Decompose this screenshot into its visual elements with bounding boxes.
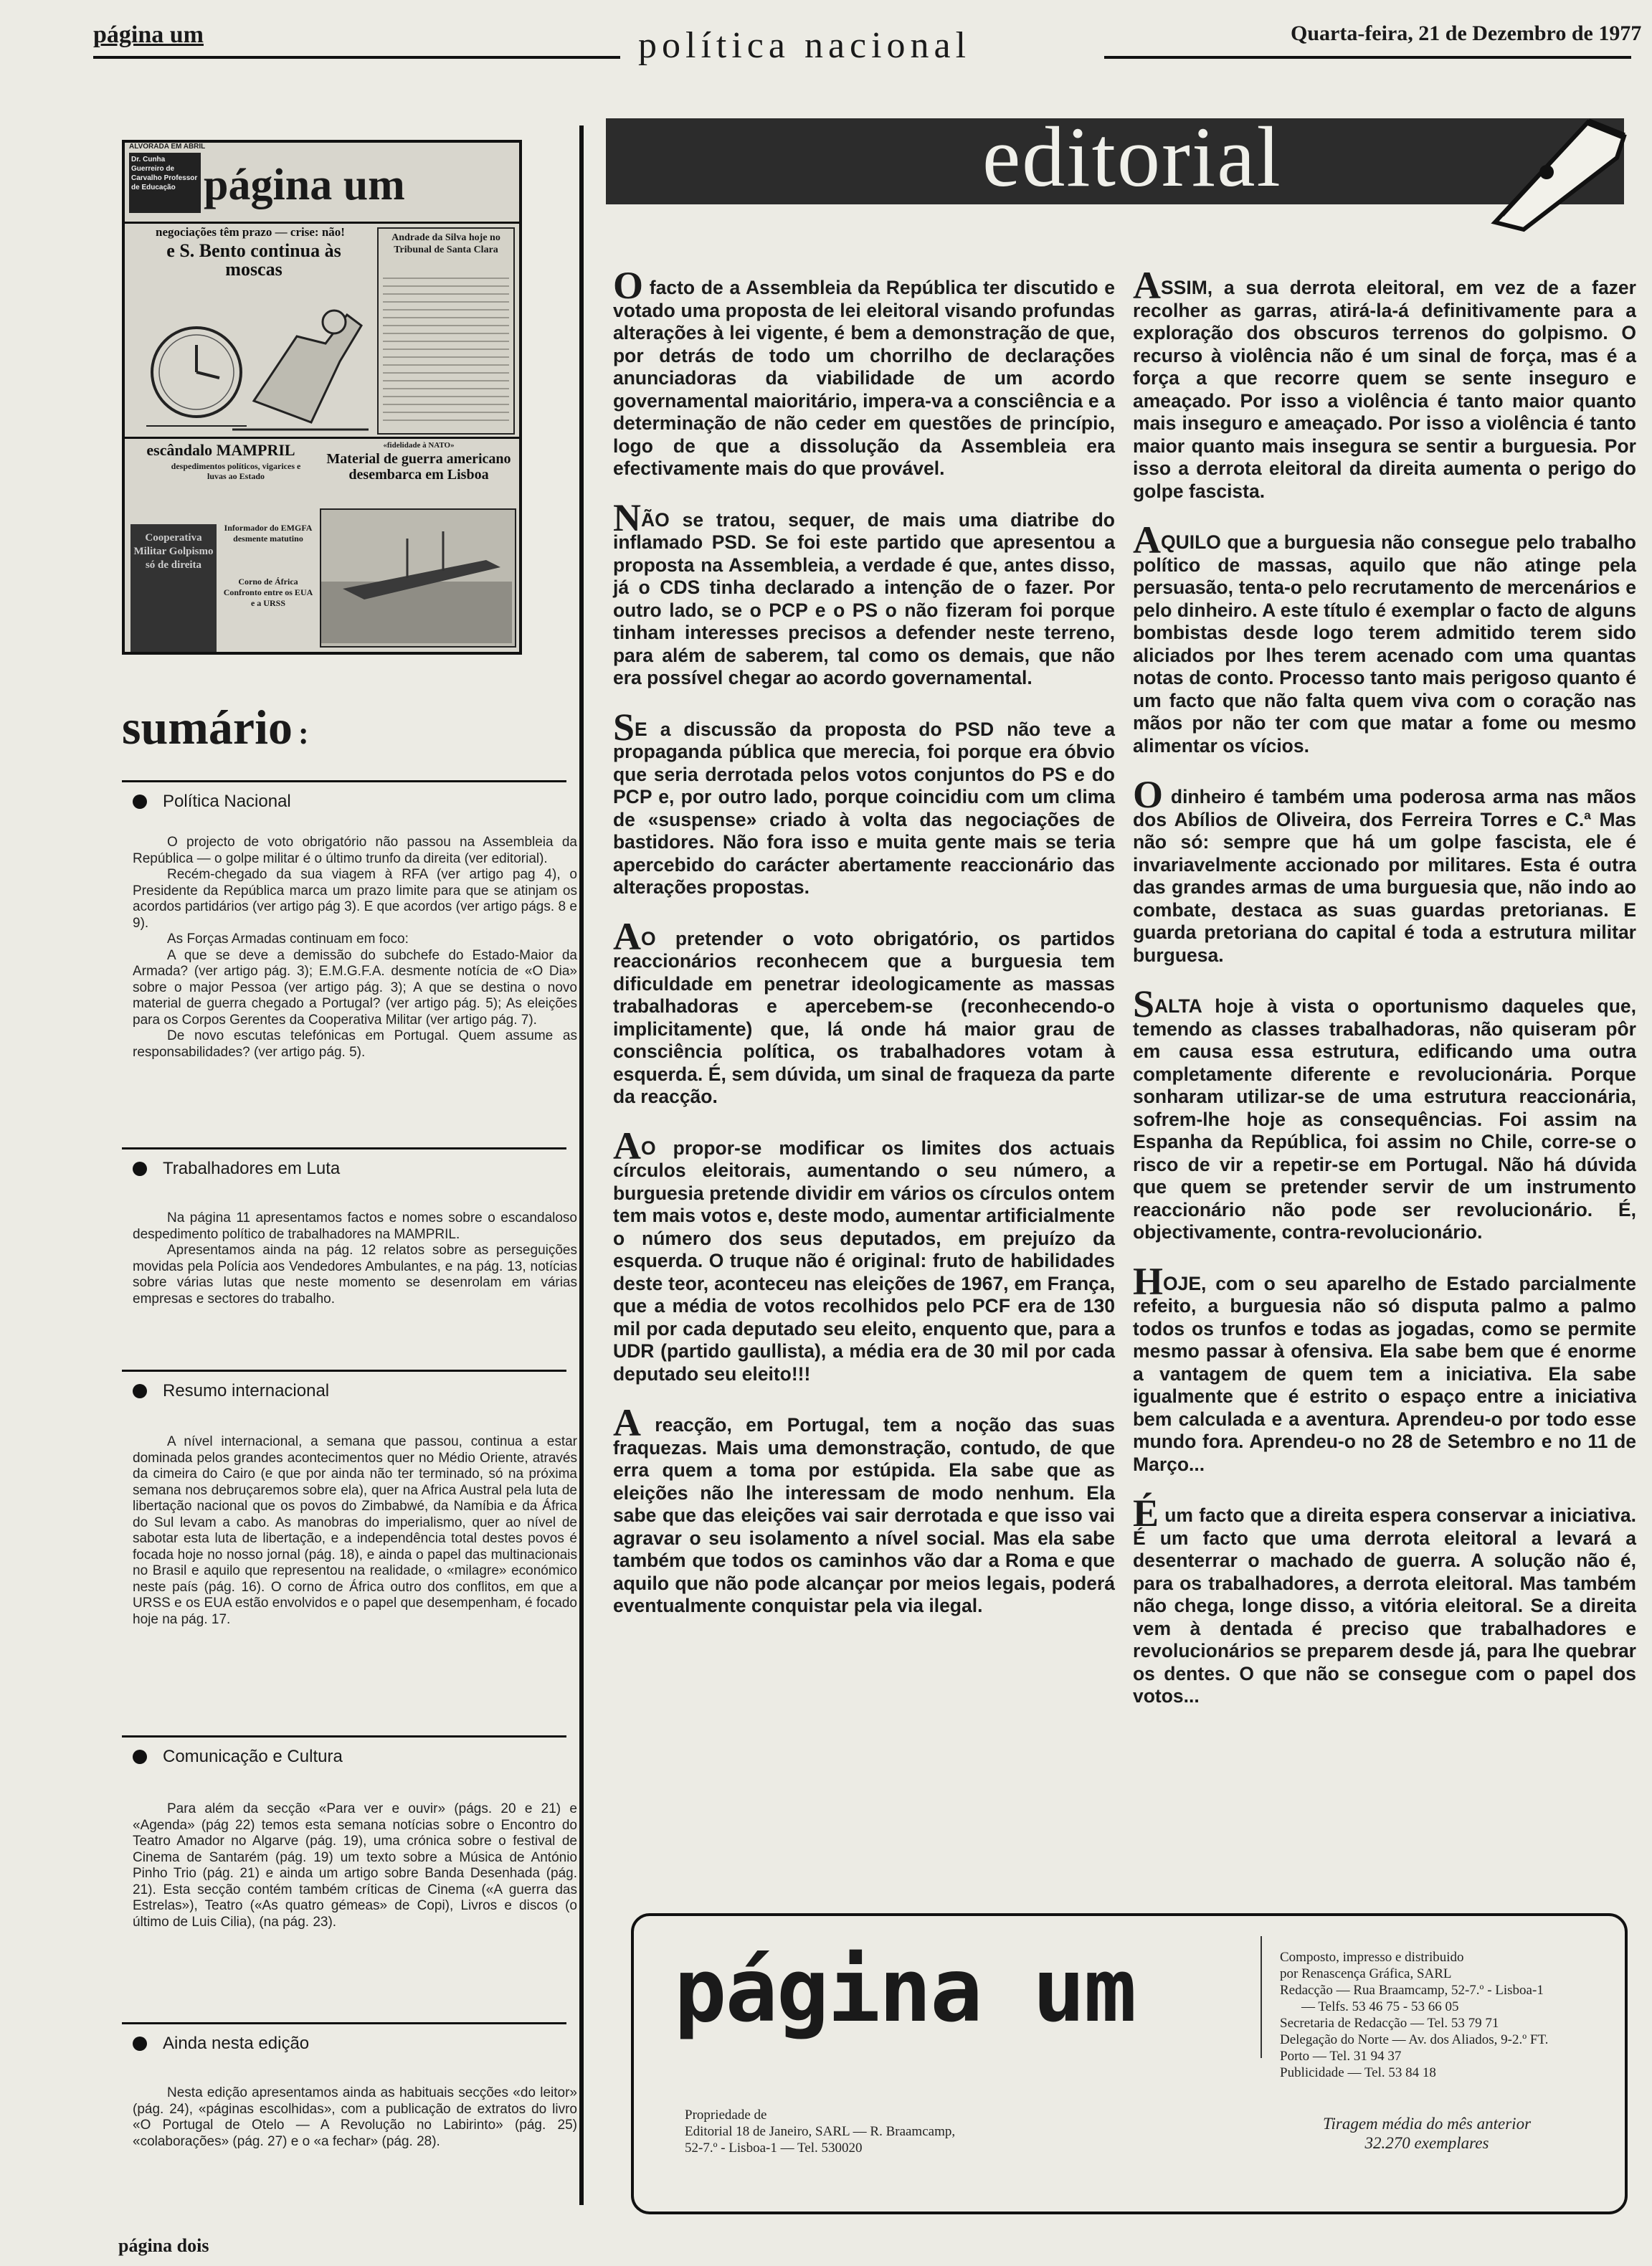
editorial-paragraph	[1133, 1492, 1636, 1708]
column-divider	[579, 125, 584, 2205]
thumbnail-side-title: Andrade da Silva hoje no Tribunal de Santa Clara	[391, 232, 500, 255]
drop-cap: O	[613, 264, 644, 307]
imprint-line: Porto — Tel. 31 94 37	[1280, 2049, 1402, 2064]
paragraph-text: O propor-se modificar os limites dos actuais círculos eleitorais, aumentando o seu número, a burguesia pretende dividir em vários os círculos ontem tem mais votos e, deste modo, aumentar artificialmente o número dos seus deputados, em prejuízo da esquerda. O truque não é original: fruto de habilidades deste teor, aconteceu nas eleições de 1967, em França, que a média de votos recolhidos pelo PCF era de 130 mil por cada deputado seu eleito, enquento que, para a UDR (partido gaullista), a média era de 30 mil por cada deputado seu eleito!!!	[613, 1137, 1115, 1385]
sumario-colon: :	[298, 716, 309, 751]
header-date: Quarta-feira, 21 de Dezembro de 1977	[1291, 22, 1642, 45]
thumbnail-scandal-sub: despedimentos políticos, vigarices e luvas ao Estado	[171, 461, 301, 481]
ship-photo-graphic	[321, 510, 512, 643]
editorial-paragraph	[613, 1401, 1115, 1618]
section-rule	[122, 2022, 566, 2024]
paragraph-text: facto de a Assembleia da República ter discutido e votado uma proposta de lei eleitoral visando profundas alterações à lei vigente, é bem a demonstração de que, por detrás de todo um chorrilho de declarações anunciadoras da viabilidade de um acordo governamental maioritário, impera-va a consciência e a determinação de não ceder em questões de princípio, logo de que a dissolução da Assembleia era efectivamente mais do que provável.	[613, 277, 1115, 479]
bullet-icon	[133, 2037, 147, 2051]
imprint-line: Editorial 18 de Janeiro, SARL — R. Braamcamp,	[685, 2124, 956, 2139]
section-heading	[133, 792, 291, 812]
sumario-title-text: sumário	[122, 700, 293, 754]
section-heading	[133, 1747, 343, 1767]
section-rule	[122, 1147, 566, 1149]
section-paragraph: Nesta edição apresentamos ainda as habituais secções «do leitor» (pág. 24), «páginas escolhidas», com a publicação de extratos do livro «O Portugal de Otelo — A Revolução no Labirinto» (pág. 25) «colaborações» (pág. 27) e o «a fechar» (pág. 28).	[133, 2085, 577, 2149]
drop-cap: O	[1133, 773, 1164, 816]
section-paragraph: A nível internacional, a semana que passou, continua a estar dominada pelos grandes acontecimentos quer no Médio Oriente, através da cimeira do Cairo (e que por ainda não ter terminado, só na próxima semana nos debruçaremos sobre ela), quer na Africa Austral pela luta de libertação nacional que os povos do Zimbabwé, da Namíbia e da África do Sul levam a cabo. As manobras do imperialismo, quer ao nível de sabotar esta luta de libertação, e a independência total destes povos é focada hoje no nosso jornal (pág. 18), e ainda o papel das multinacionais no Brasil e aquilo que representou na realidade, o «milagre» económico neste país (pág. 16). O corno de África outro dos conflitos, em que a URSS e os EUA estão envolvidos e o papel que desempenham, é focado hoje na pág. 17.	[133, 1434, 577, 1627]
section-paragraph: Para além da secção «Para ver e ouvir» (págs. 20 e 21) e «Agenda» (pág 22) temos esta semana notícias sobre o Encontro do Teatro Amador no Algarve (pág. 19), uma crónica sobre o festival de Cinema de Santarém (pág. 19) um texto sobre a Música de António Pinho Trio (pág. 21) e ainda um artigo sobre Banda Desenhada (pág. 21). Esta secção contém também críticas de Cinema («A guerra das Estrelas»), Teatro («As quatro gémeas» de Copi), Livros e discos (o último de Luis Cilia), (na pág. 23).	[133, 1801, 577, 1930]
editorial-paragraph	[1133, 264, 1636, 503]
section-body-trabalhadores	[133, 1210, 577, 1307]
bullet-icon	[133, 1750, 147, 1764]
imprint-details	[1280, 1949, 1548, 2081]
imprint-ownership	[685, 2107, 955, 2156]
section-body-politica	[133, 835, 577, 1061]
imprint-line: Publicidade — Tel. 53 84 18	[1280, 2065, 1436, 2080]
section-rule	[122, 1735, 566, 1738]
section-paragraph: Apresentamos ainda na pág. 12 relatos sobre as perseguições movidas pela Polícia aos Vendedores Ambulantes, e na pág. 13, notícias sobre várias lutas que neste momento se desenrolam em várias empresas e sectores do trabalho.	[133, 1243, 577, 1307]
sumario-title	[122, 699, 309, 756]
thumbnail-side-text	[383, 273, 509, 427]
thumbnail-ship-photo	[320, 508, 516, 648]
thumbnail-informador: Informador do EMGFA desmente matutino	[224, 523, 313, 544]
editorial-paragraph	[1133, 1259, 1636, 1476]
paragraph-text: OJE, com o seu aparelho de Estado parcialmente refeito, a burguesia não só disputa palmo a palmo todos os trunfos e todas as jogadas, como se permite mesmo passar à ofensiva. Ela sabe bem que é enorme a vantagem de quem tem a iniciativa. Ela sabe igualmente que é estrito o espaço entre a iniciativa bem calculada e a aventura. Aprendeu-o por todo esse mundo fora. Aprendeu-o no 28 de Setembro e no 11 de Março...	[1133, 1272, 1636, 1475]
paragraph-text: ÃO se tratou, sequer, de mais uma diatribe do inflamado PSD. Se foi este partido que apresentou a proposta na Assembleia, a verdade é que, antes disso, já o CDS tinha declarado a intenção de o fazer. Por outro lado, se o PCP e o PS o não fizeram foi porque tinham interesses precisos a defender neste terreno, para além de saberem, tal como os demais, que não era possível chegar ao acordo governamental.	[613, 508, 1115, 688]
drop-cap: A	[1133, 518, 1161, 561]
imprint-logo: página um	[674, 1940, 1136, 2042]
thumbnail-masthead	[125, 143, 519, 224]
paragraph-text: QUILO que a burguesia não consegue pelo trabalho político de massas, aquilo que não atinge pela persuasão, tenta-o pelo recrutamento de mercenários e pelo dinheiro. A este título é exemplar o facto de alguns bombistas desde logo terem admitido terem sido aliciados por lhes terem acenado com uma quantas notas de conto. Processo tanto mais perigoso quanto é um facto que não falta quem viva com o coração nas mãos por não ter com que matar a fome ou mesmo alimentar os vícios.	[1133, 531, 1636, 757]
editorial-paragraph	[613, 496, 1115, 690]
paragraph-text: reacção, em Portugal, tem a noção das suas fraquezas. Mais uma demonstração, contudo, de que erra quem a toma por estúpida. Ela sabe que as eleições não lhe interessam de modo nenhum. Ela sabe que das eleições vai sair derrotada e que isso vai agravar o seu isolamento a nível social. Mas ela sabe também que todos os caminhos vão dar a Roma e que aquilo que não pode alcançar por meios legais, poderá eventualmente conquistar pela via ilegal.	[613, 1414, 1115, 1616]
paragraph-text: SSIM, a sua derrota eleitoral, em vez de a fazer recolher as garras, atirá-la-á definitivamente para a exploração dos obscuros terrenos do golpismo. O recurso à violência não é um sinal de força, mas é a força a que recorre quem se sente inseguro e ameaçado. Por isso a violência é tanto maior quanto mais inseguro e ameaçado. Por isso a violência é tanto maior quanto mais insegura se sentir a burguesia. Por isso a derrota eleitoral da direita aumenta o perigo do golpe fascista.	[1133, 277, 1636, 502]
section-paragraph: Na página 11 apresentamos factos e nomes sobre o escandaloso despedimento político de trabalhadores na MAMPRIL.	[133, 1210, 577, 1242]
bullet-icon	[133, 795, 147, 809]
editorial-paragraph	[613, 914, 1115, 1109]
editorial-paragraph	[613, 264, 1115, 480]
drop-cap: É	[1133, 1492, 1159, 1535]
paragraph-text: O pretender o voto obrigatório, os partidos reaccionários reconhecem que a burguesia tem dificuldade em penetrar ideologicamente as massas trabalhadoras e apercebem-se (reconhecendo-o implicitamente) que, lá onde há maior grau de consciência política, os trabalhadores votam à esquerda. É, sem dúvida, um sinal de fraqueza da parte da reacção.	[613, 927, 1115, 1107]
drop-cap: S	[613, 705, 635, 749]
section-heading-text: Política Nacional	[163, 792, 291, 811]
thumbnail-black-box: Dr. Cunha Guerreiro de Carvalho Professor de Educação	[129, 153, 201, 213]
fountain-pen-icon	[1481, 108, 1631, 233]
section-heading-text: Trabalhadores em Luta	[163, 1159, 341, 1178]
section-heading-text: Resumo internacional	[163, 1381, 330, 1400]
front-page-thumbnail	[122, 140, 522, 655]
imprint-divider	[1261, 1936, 1262, 2058]
thumbnail-nato-title: Material de guerra americano desembarca em Lisboa	[326, 451, 511, 483]
circulation-value: 32.270 exemplares	[1364, 2134, 1489, 2152]
editorial-column-left	[613, 264, 1115, 1642]
thumbnail-corno-africa: Corno de África Confronto entre os EUA e a URSS	[223, 577, 313, 608]
drop-cap: A	[613, 1401, 641, 1444]
thumbnail-nato-kicker: «fidelidade à NATO»	[383, 441, 455, 450]
editorial-paragraph	[1133, 982, 1636, 1244]
imprint-line: Redacção — Rua Braamcamp, 52-7.º - Lisboa-1	[1280, 1983, 1544, 1998]
bullet-icon	[133, 1384, 147, 1398]
section-heading	[133, 1159, 340, 1179]
circulation-label: Tiragem média do mês anterior	[1322, 2115, 1532, 2133]
thumbnail-strip	[129, 213, 515, 219]
paragraph-text: E a discussão da proposta do PSD não teve a propaganda pública que merecia, foi porque era óbvio que seria derrotada pelos votos conjuntos do PS e do PCP e, por outro lado, porque coincidiu com um clima de «suspense» criado à volta das negociações de bastidores. Não fora isso e muita gente mais se teria apercebido do carácter abertamente reaccionário das alterações propostas.	[613, 718, 1115, 898]
section-heading-text: Ainda nesta edição	[163, 2034, 310, 2053]
drop-cap: A	[613, 1124, 641, 1167]
imprint-line: Secretaria de Redacção — Tel. 53 79 71	[1280, 2016, 1499, 2031]
thumbnail-tag: ALVORADA EM ABRIL	[129, 143, 206, 151]
header-section-title: política nacional	[638, 25, 972, 66]
bullet-icon	[133, 1162, 147, 1176]
editorial-paragraph	[613, 705, 1115, 899]
header-section-label: página um	[93, 22, 204, 48]
thumbnail-divider	[125, 437, 519, 439]
editorial-column-right	[1133, 264, 1636, 1732]
section-paragraph: De novo escutas telefónicas em Portugal. Quem assume as responsabilidades? (ver artigo pág. 5).	[133, 1028, 577, 1060]
thumbnail-scandal-title: escândalo MAMPRIL	[146, 441, 295, 459]
section-paragraph: O projecto de voto obrigatório não passou na Assembleia da República — o golpe militar é o último trunfo da direita (ver editorial).	[133, 835, 577, 866]
header-rule-left	[93, 56, 620, 59]
drop-cap: H	[1133, 1259, 1164, 1303]
header-rule-right	[1104, 56, 1631, 59]
drop-cap: A	[613, 914, 641, 958]
drop-cap: N	[613, 496, 641, 539]
thumbnail-side-article	[377, 227, 515, 435]
thumbnail-cartoon	[132, 293, 376, 437]
section-rule	[122, 1370, 566, 1372]
editorial-paragraph	[613, 1124, 1115, 1386]
page-number-label: página dois	[118, 2235, 209, 2256]
editorial-title: editorial	[982, 109, 1282, 204]
thumbnail-logo: página um	[204, 161, 405, 209]
imprint-circulation	[1283, 2114, 1570, 2153]
section-paragraph: A que se deve a demissão do subchefe do Estado-Maior da Armada? (ver artigo pág. 3); E.M.G.F.A. desmente notícia de «O Dia» sobre o major Pessoa (ver artigo pág. 3); A que se destina o novo material de guerra chegado a Portugal? (ver artigo pág. 5); As eleições para os Corpos Gerentes da Cooperativa Militar (ver artigo pág. 7).	[133, 947, 577, 1028]
imprint-line: Composto, impresso e distribuido	[1280, 1950, 1464, 1965]
editorial-paragraph	[1133, 773, 1636, 967]
imprint-line: 52-7.º - Lisboa-1 — Tel. 530020	[685, 2141, 863, 2156]
imprint-line: — Telfs. 53 46 75 - 53 66 05	[1301, 1999, 1459, 2014]
paragraph-text: um facto que a direita espera conservar a iniciativa. É um facto que uma derrota eleitoral a levará a desenterrar o machado de guerra. A solução não é, para os trabalhadores, a derrota eleitoral. Mas também não chega, longe disso, a vitória eleitoral. Se a direita vem à dentada é preciso que trabalhadores e revolucionários se preparem desde já, para lhe quebrar os dentes. O que não se consegue com o papel dos votos...	[1133, 1504, 1636, 1707]
paragraph-text: ALTA hoje à vista o oportunismo daqueles que, temendo as classes trabalhadoras, não quiseram pôr em causa essa estrutura, edificando uma outra completamente diferente e revolucionária. Porque sonharam utilizar-se de uma estrutura reaccionária, sofrem-lhe hoje as consequências. Foi assim na Espanha da República, foi assim no Chile, corre-se o risco de vir a repetir-se em Portugal. Não há dúvida que quem se pretender servir de um instrumento reaccionário não pode ser revolucionário. É, objectivamente, contra-revolucionário.	[1133, 995, 1636, 1243]
editorial-paragraph	[1133, 518, 1636, 757]
section-heading	[133, 2034, 309, 2054]
thumbnail-coop-box: Cooperativa Militar Golpismo só de direita	[130, 524, 217, 652]
imprint-line: por Renascença Gráfica, SARL	[1280, 1966, 1452, 1981]
section-heading	[133, 1381, 329, 1401]
section-paragraph: As Forças Armadas continuam em foco:	[167, 931, 409, 947]
thumbnail-headline-2: e S. Bento continua às moscas	[166, 240, 341, 280]
drop-cap: S	[1133, 982, 1155, 1025]
section-rule	[122, 780, 566, 782]
thumbnail-headline-1: negociações têm prazo — crise: não!	[156, 225, 345, 239]
paragraph-text: dinheiro é também uma poderosa arma nas mãos dos Abílios de Oliveira, dos Ferreira Torres e C.ª Mas não só: sempre que há um golpe fascista, ele é invariavelmente accionado por militares. Esta é outra das grandes armas de uma burguesia que, não indo ao combate, destaca as suas guardas pretorianas. E guarda pretoriana do capital é toda a estrutura militar burguesa.	[1133, 786, 1636, 966]
section-paragraph: Recém-chegado da sua viagem à RFA (ver artigo pag 4), o Presidente da República marca um prazo limite para que se atinjam os acordos partidários (ver artigo pág 3). E que acordos (ver artigo págs. 8 e 9).	[133, 867, 577, 931]
section-heading-text: Comunicação e Cultura	[163, 1747, 343, 1766]
imprint-line: Propriedade de	[685, 2108, 767, 2123]
section-body-internacional	[133, 1434, 577, 1628]
imprint-line: Delegação do Norte — Av. dos Aliados, 9-2.º FT.	[1280, 2032, 1549, 2047]
section-body-cultura	[133, 1801, 577, 1930]
drop-cap: A	[1133, 264, 1161, 307]
section-body-ainda	[133, 2085, 577, 2150]
